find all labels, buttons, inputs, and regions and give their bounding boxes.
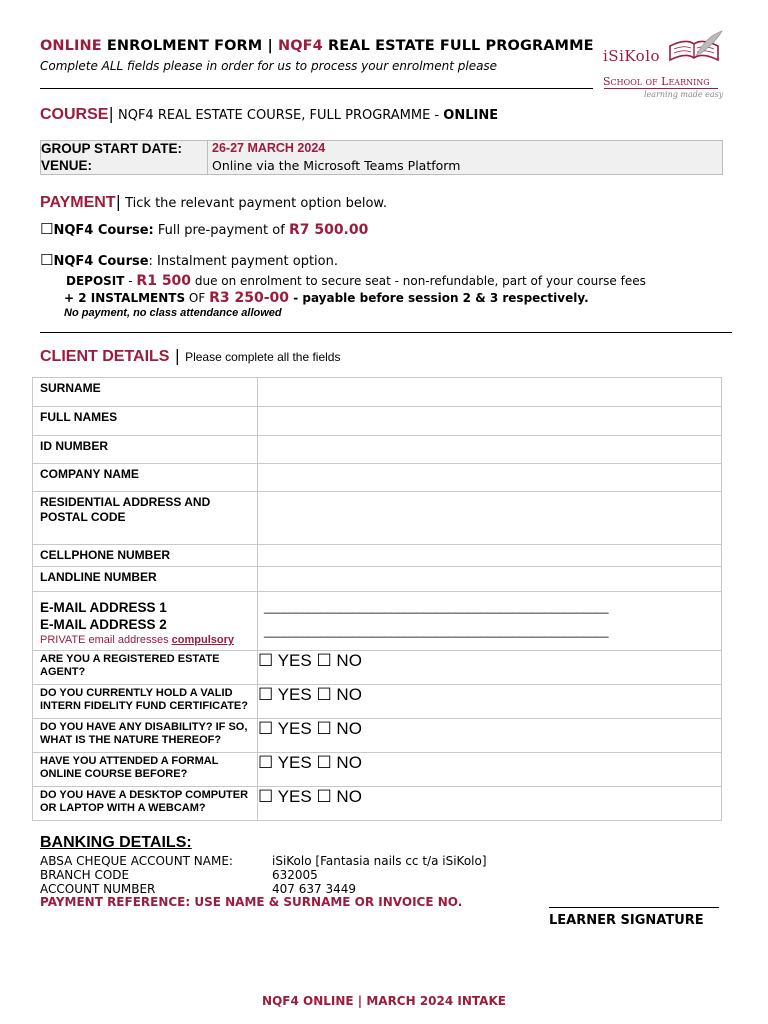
email-inputs[interactable] (258, 592, 722, 651)
client-details-heading: CLIENT DETAILS | Please complete all the fields (40, 346, 341, 365)
landline-label: LANDLINE NUMBER (33, 567, 258, 592)
table-row (33, 651, 722, 685)
yes-checkbox[interactable]: ☐ (258, 651, 274, 670)
signature-line[interactable] (549, 907, 719, 908)
branch-code-value: 632005 (272, 868, 318, 882)
id-number-label: ID NUMBER (33, 436, 258, 464)
logo-name: iSiKolo (603, 47, 661, 65)
venue-value: Online via the Microsoft Teams Platform (212, 158, 461, 173)
logo-tagline: learning made easy (644, 90, 724, 99)
question-label: DO YOU CURRENTLY HOLD A VALID INTERN FIDELITY FUND CERTIFICATE? (33, 685, 258, 719)
form-title: ONLINE ENROLMENT FORM | NQF4 REAL ESTATE FULL PROGRAMME (40, 38, 594, 54)
form-subtitle: Complete ALL fields please in order for us to process your enrolment please (40, 59, 498, 73)
book-quill-icon (664, 30, 724, 64)
table-row (33, 719, 722, 753)
question-label: ARE YOU A REGISTERED ESTATE AGENT? (33, 651, 258, 685)
banking-heading: BANKING DETAILS: (40, 834, 192, 851)
isikolo-logo (602, 30, 732, 102)
yes-no-choice: ☐ YES ☐ NO (258, 719, 722, 753)
table-row (33, 492, 722, 545)
yes-checkbox[interactable]: ☐ (258, 787, 274, 806)
venue-label: VENUE: (41, 158, 93, 173)
account-number-label: ACCOUNT NUMBER (40, 882, 156, 896)
header-rule (40, 88, 593, 89)
branch-code-label: BRANCH CODE (40, 868, 130, 882)
full-names-input[interactable] (258, 407, 722, 436)
email1-line[interactable]: ______________________________________________________ (264, 600, 609, 614)
question-label: DO YOU HAVE ANY DISABILITY? IF SO, WHAT IS THE NATURE THEREOF? (33, 719, 258, 753)
yes-no-choice: ☐ YES ☐ NO (258, 651, 722, 685)
full-names-label: FULL NAMES (33, 407, 258, 436)
payment-heading: PAYMENT| Tick the relevant payment option below. (40, 192, 388, 211)
yes-no-choice: ☐ YES ☐ NO (258, 753, 722, 787)
cellphone-input[interactable] (258, 545, 722, 567)
no-checkbox[interactable]: ☐ (316, 651, 332, 670)
surname-label: SURNAME (33, 378, 258, 407)
cellphone-label: CELLPHONE NUMBER (33, 545, 258, 567)
table-row (33, 787, 722, 821)
footer-text: NQF4 ONLINE | MARCH 2024 INTAKE (262, 994, 506, 1008)
table-row (33, 436, 722, 464)
yes-no-choice: ☐ YES ☐ NO (258, 685, 722, 719)
checkbox-icon[interactable]: ☐ (40, 251, 54, 269)
table-row (33, 378, 722, 407)
yes-checkbox[interactable]: ☐ (258, 753, 274, 772)
no-checkbox[interactable]: ☐ (316, 719, 332, 738)
table-row (33, 567, 722, 592)
payment-option-full[interactable]: ☐NQF4 Course: Full pre-payment of R7 500.00 (40, 220, 369, 238)
account-name-label: ABSA CHEQUE ACCOUNT NAME: (40, 854, 233, 868)
no-checkbox[interactable]: ☐ (316, 753, 332, 772)
yes-checkbox[interactable]: ☐ (258, 685, 274, 704)
logo-rule (604, 88, 718, 89)
id-number-input[interactable] (258, 436, 722, 464)
email-label: E-MAIL ADDRESS 1 E-MAIL ADDRESS 2 PRIVATE email addresses compulsory (33, 592, 258, 651)
table-row (33, 407, 722, 436)
no-checkbox[interactable]: ☐ (316, 685, 332, 704)
group-start-label: GROUP START DATE: (41, 141, 182, 156)
company-name-input[interactable] (258, 464, 722, 492)
landline-input[interactable] (258, 567, 722, 592)
course-line: COURSE| NQF4 REAL ESTATE COURSE, FULL PROGRAMME - ONLINE (40, 104, 499, 123)
group-start-value: 26-27 MARCH 2024 (212, 141, 326, 155)
logo-school: School of Learning (603, 75, 710, 88)
no-checkbox[interactable]: ☐ (316, 787, 332, 806)
checkbox-icon[interactable]: ☐ (40, 220, 54, 238)
table-row (33, 753, 722, 787)
address-label: RESIDENTIAL ADDRESS AND POSTAL CODE (33, 492, 258, 545)
table-row (33, 592, 722, 651)
yes-no-choice: ☐ YES ☐ NO (258, 787, 722, 821)
payment-reference: PAYMENT REFERENCE: USE NAME & SURNAME OR INVOICE NO. (40, 895, 463, 909)
question-label: DO YOU HAVE A DESKTOP COMPUTER OR LAPTOP WITH A WEBCAM? (33, 787, 258, 821)
surname-input[interactable] (258, 378, 722, 407)
account-name-value: iSiKolo [Fantasia nails cc t/a iSiKolo] (272, 854, 487, 868)
company-name-label: COMPANY NAME (33, 464, 258, 492)
yes-checkbox[interactable]: ☐ (258, 719, 274, 738)
payment-option-instalment[interactable]: ☐NQF4 Course: Instalment payment option. (40, 251, 338, 269)
learner-signature-label: LEARNER SIGNATURE (549, 913, 704, 928)
address-input[interactable] (258, 492, 722, 545)
email2-line[interactable]: ______________________________________________________ (264, 624, 609, 638)
table-row (33, 464, 722, 492)
table-row (33, 545, 722, 567)
group-info-box (40, 140, 723, 175)
section-divider (40, 332, 732, 333)
question-label: HAVE YOU ATTENDED A FORMAL ONLINE COURSE BEFORE? (33, 753, 258, 787)
instalments-line: + 2 INSTALMENTS OF R3 250-00 - payable before session 2 & 3 respectively. (64, 290, 589, 306)
table-row (33, 685, 722, 719)
deposit-line: DEPOSIT - R1 500 due on enrolment to secure seat - non-refundable, part of your course fees (66, 273, 646, 289)
payment-note: No payment, no class attendance allowed (64, 307, 282, 319)
account-number-value: 407 637 3449 (272, 882, 356, 896)
client-details-table (32, 377, 722, 821)
